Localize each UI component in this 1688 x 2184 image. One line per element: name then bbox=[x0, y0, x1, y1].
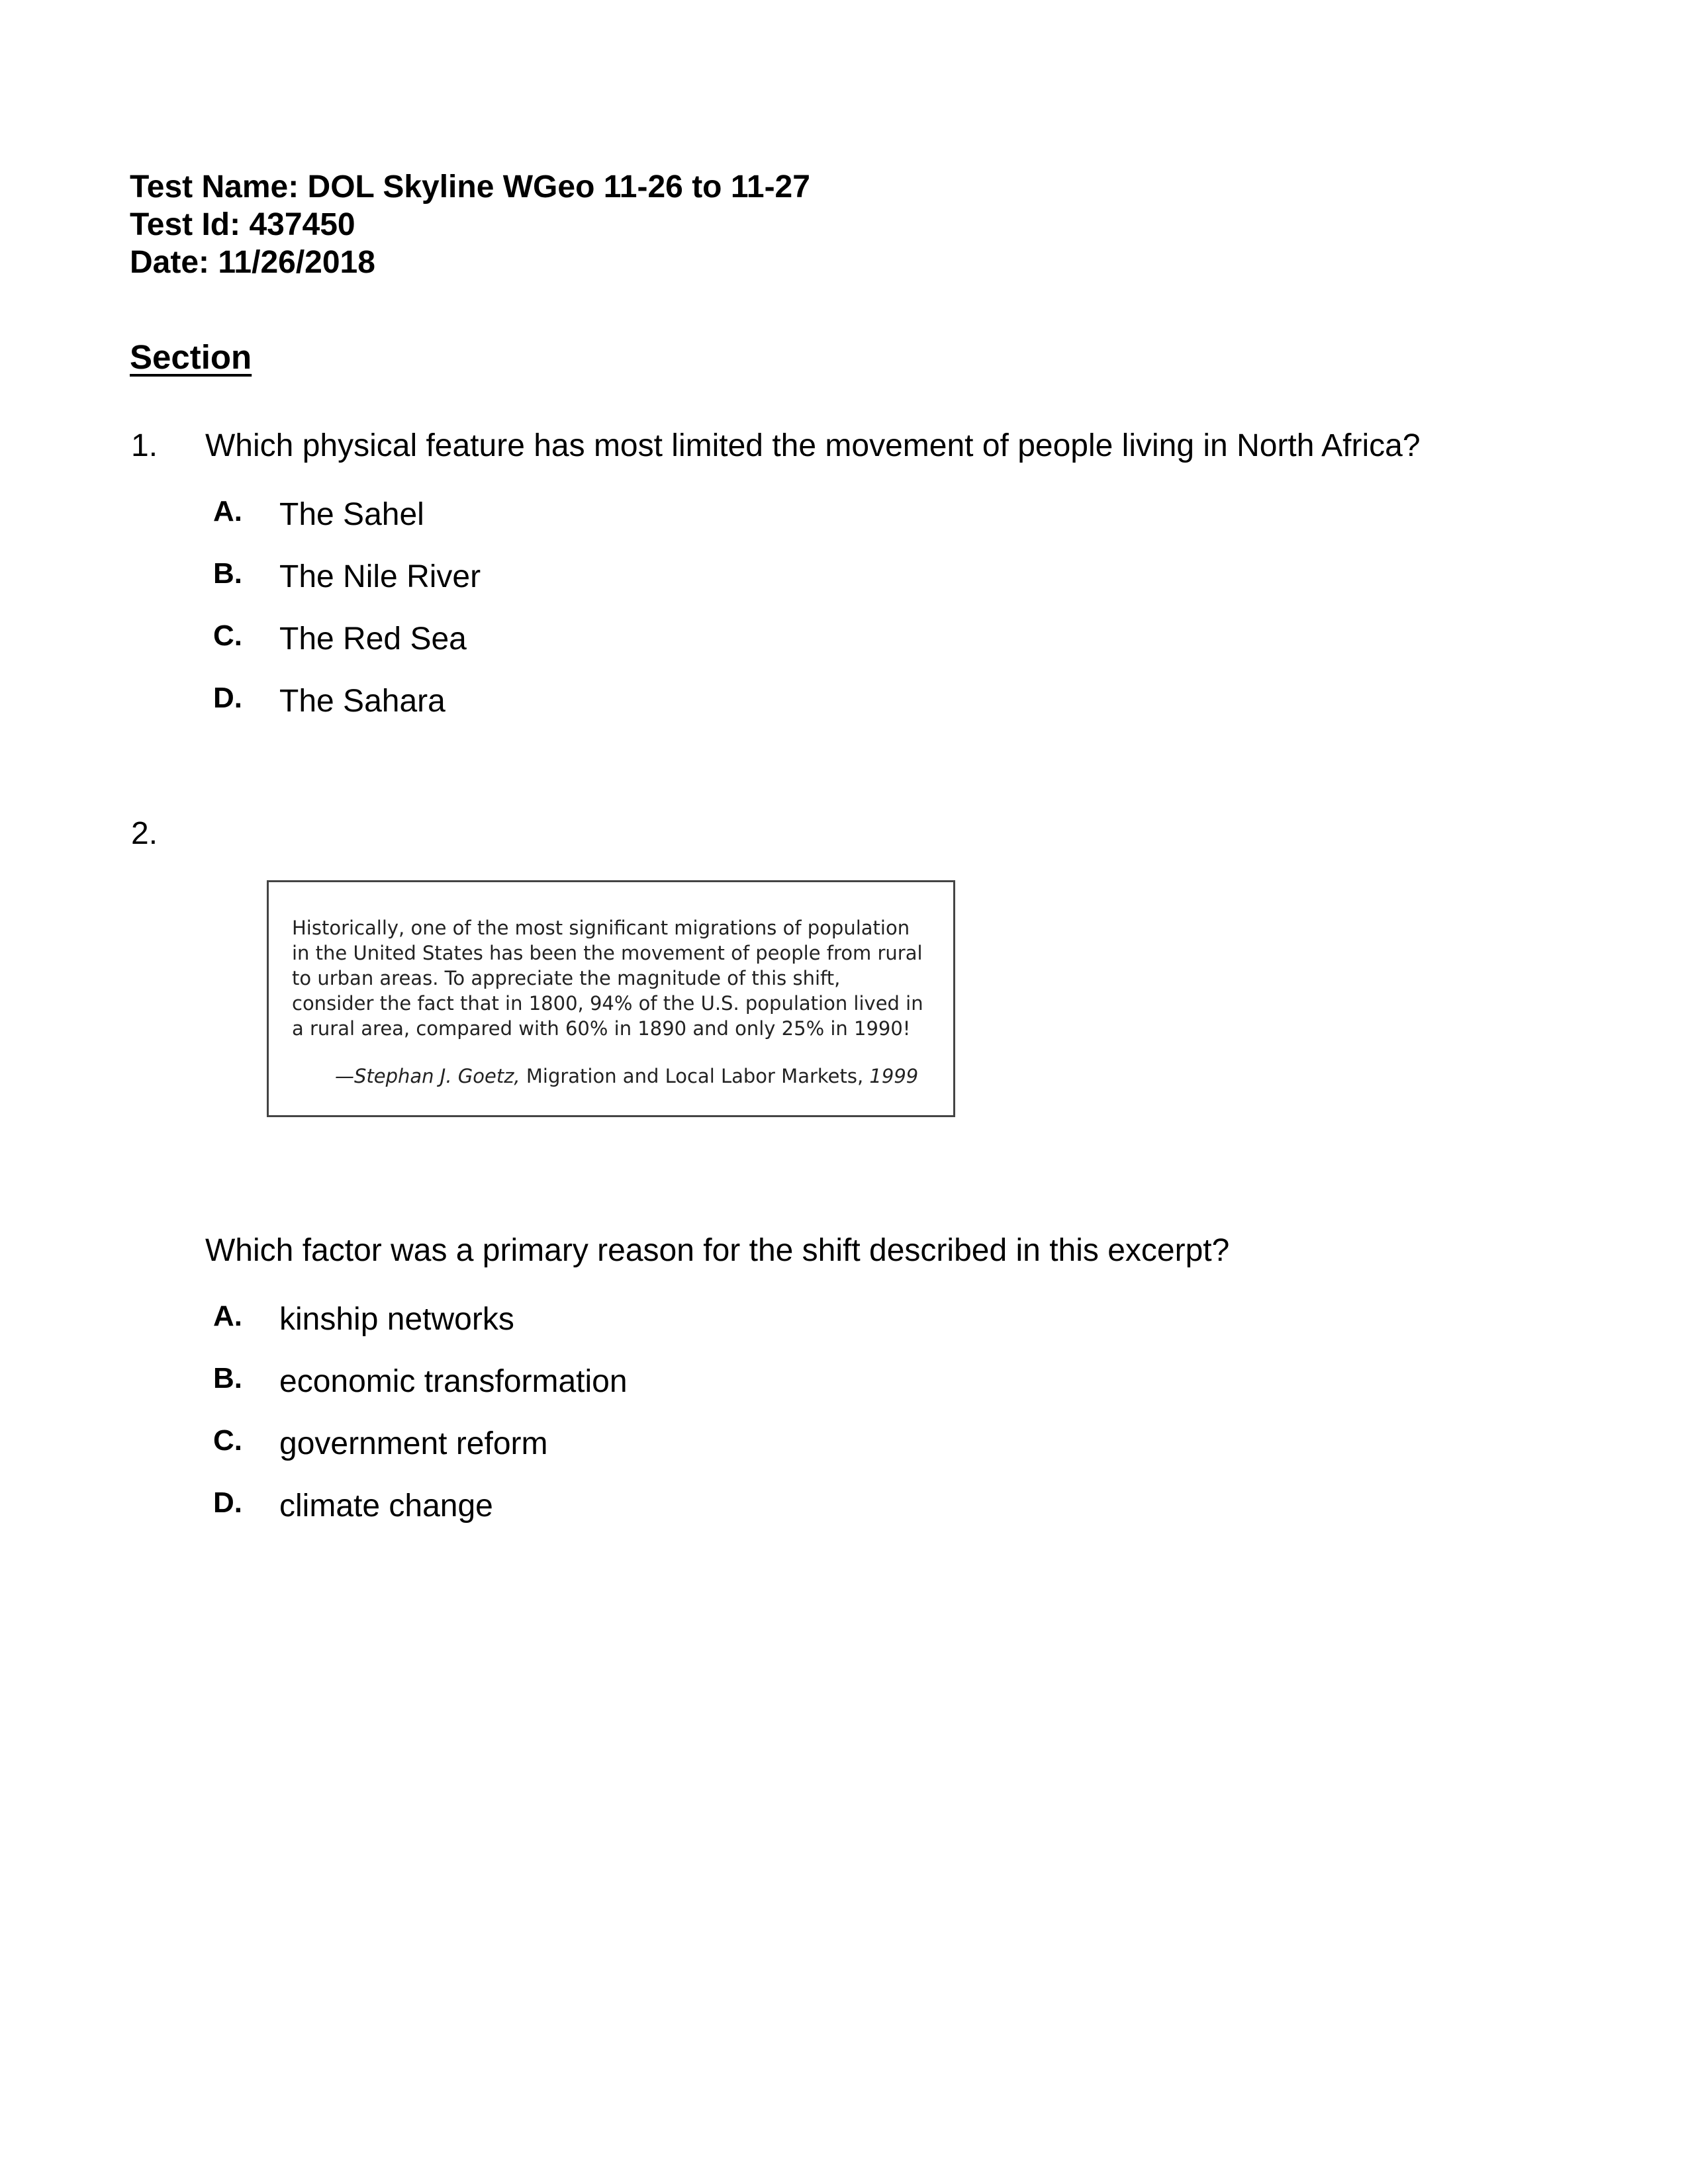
excerpt-line: in the United States has been the movement of people from rural bbox=[292, 942, 923, 964]
excerpt-line: a rural area, compared with 60% in 1890 and only 25% in 1990! bbox=[292, 1017, 911, 1040]
option-text: The Nile River bbox=[279, 559, 481, 594]
section-title: Section bbox=[130, 338, 252, 376]
option-letter: D. bbox=[213, 682, 242, 714]
question-2-text: Which factor was a primary reason for the shift described in this excerpt? bbox=[205, 1233, 1230, 1268]
excerpt-box bbox=[267, 880, 955, 1117]
citation-year: 1999 bbox=[869, 1065, 919, 1087]
option-text: The Red Sea bbox=[279, 621, 467, 657]
citation-author: —Stephan J. Goetz, bbox=[335, 1065, 520, 1087]
option-text: economic transformation bbox=[279, 1364, 628, 1399]
option-letter: D. bbox=[213, 1486, 242, 1519]
test-date: Date: 11/26/2018 bbox=[130, 245, 375, 280]
option-text: kinship networks bbox=[279, 1302, 514, 1337]
question-2-number: 2. bbox=[131, 816, 158, 851]
option-letter: A. bbox=[213, 495, 242, 527]
excerpt-text bbox=[292, 915, 941, 1041]
test-header bbox=[130, 168, 810, 281]
question-1-number: 1. bbox=[131, 428, 158, 463]
option-letter: C. bbox=[213, 619, 242, 652]
excerpt-citation bbox=[335, 1065, 918, 1087]
option-text: climate change bbox=[279, 1488, 493, 1524]
option-letter: B. bbox=[213, 557, 242, 590]
test-id: Test Id: 437450 bbox=[130, 207, 355, 242]
option-text: The Sahel bbox=[279, 497, 424, 532]
question-1-text: Which physical feature has most limited the movement of people living in North Africa? bbox=[205, 428, 1421, 463]
excerpt-line: to urban areas. To appreciate the magnitude of this shift, bbox=[292, 967, 841, 989]
test-name: Test Name: DOL Skyline WGeo 11-26 to 11-27 bbox=[130, 169, 810, 205]
excerpt-line: Historically, one of the most significant migrations of population bbox=[292, 917, 910, 939]
citation-title: Migration and Local Labor Markets, bbox=[526, 1065, 864, 1087]
excerpt-line: consider the fact that in 1800, 94% of the U.S. population lived in bbox=[292, 992, 923, 1015]
option-letter: B. bbox=[213, 1362, 242, 1394]
option-text: The Sahara bbox=[279, 684, 445, 719]
option-letter: C. bbox=[213, 1424, 242, 1457]
option-text: government reform bbox=[279, 1426, 548, 1461]
option-letter: A. bbox=[213, 1300, 242, 1332]
